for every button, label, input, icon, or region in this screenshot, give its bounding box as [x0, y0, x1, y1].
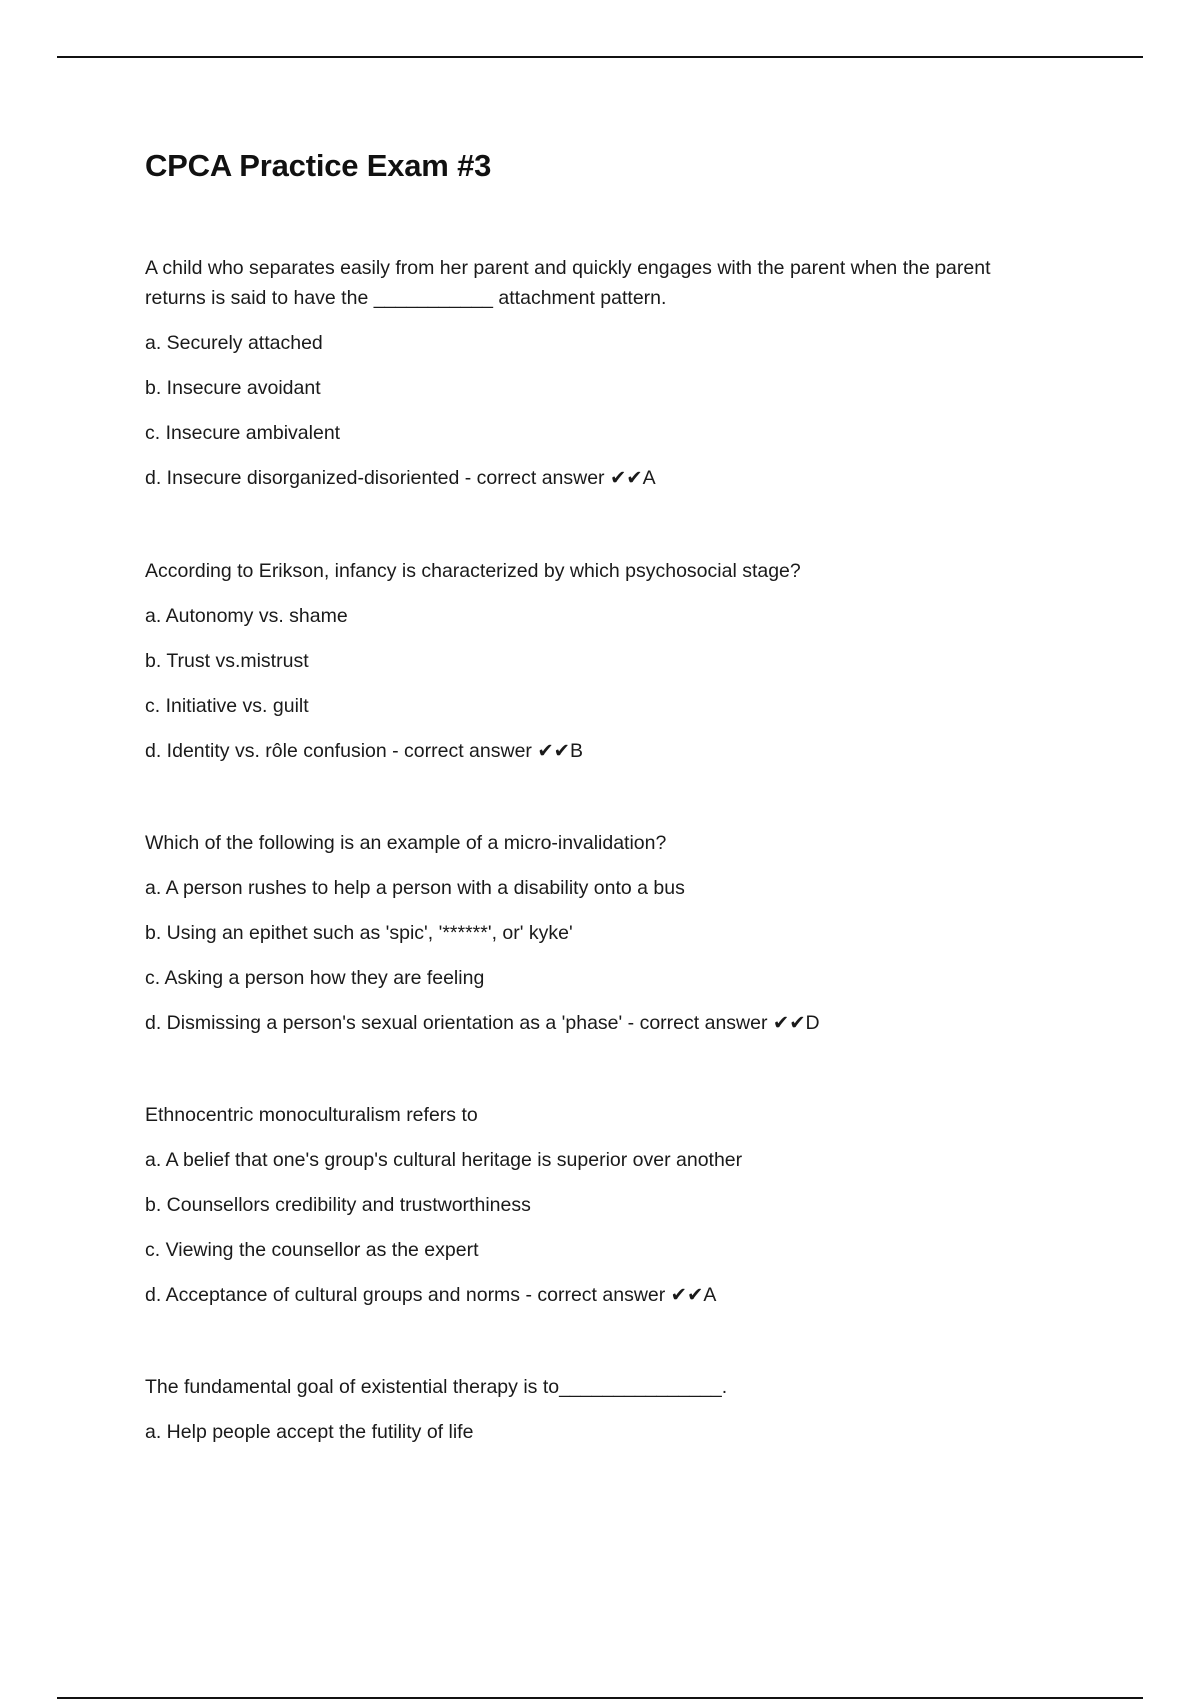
- document-title: CPCA Practice Exam #3: [145, 148, 492, 183]
- answer-option: c. Viewing the counsellor as the expert: [145, 1239, 479, 1261]
- question-block: [145, 556, 1045, 781]
- question-stem: Which of the following is an example of a micro-invalidation?: [145, 832, 667, 854]
- question-block: [145, 1372, 1045, 1462]
- question-block: [145, 253, 1045, 508]
- question-stem: According to Erikson, infancy is characterized by which psychosocial stage?: [145, 560, 801, 582]
- answer-option: c. Asking a person how they are feeling: [145, 967, 485, 989]
- answer-option: b. Counsellors credibility and trustworthiness: [145, 1194, 531, 1216]
- answer-option: b. Trust vs.mistrust: [145, 650, 309, 672]
- answer-option: a. A person rushes to help a person with a disability onto a bus: [145, 877, 685, 899]
- answer-option: d. Identity vs. rôle confusion - correct answer ✔✔B: [145, 740, 584, 762]
- answer-option: b. Using an epithet such as 'spic', '******', or' kyke': [145, 922, 573, 944]
- top-rule: [57, 56, 1143, 58]
- answer-option: a. A belief that one's group's cultural heritage is superior over another: [145, 1149, 743, 1171]
- question-stem: A child who separates easily from her parent and quickly engages with the parent when the parent returns is said to have the ___________ attachment pattern.: [145, 257, 991, 309]
- answer-option: c. Initiative vs. guilt: [145, 695, 309, 717]
- answer-option: a. Securely attached: [145, 332, 323, 354]
- question-stem: The fundamental goal of existential therapy is to_______________.: [145, 1376, 728, 1398]
- answer-option: c. Insecure ambivalent: [145, 422, 341, 444]
- question-block: [145, 828, 1045, 1053]
- question-stem: Ethnocentric monoculturalism refers to: [145, 1104, 478, 1126]
- answer-option: a. Help people accept the futility of life: [145, 1421, 474, 1443]
- answer-option: b. Insecure avoidant: [145, 377, 321, 399]
- bottom-rule: [57, 1697, 1143, 1699]
- answer-option: d. Insecure disorganized-disoriented - correct answer ✔✔A: [145, 467, 656, 489]
- answer-option: d. Acceptance of cultural groups and norms - correct answer ✔✔A: [145, 1284, 717, 1306]
- answer-option: d. Dismissing a person's sexual orientation as a 'phase' - correct answer ✔✔D: [145, 1012, 820, 1034]
- question-block: [145, 1100, 1045, 1325]
- answer-option: a. Autonomy vs. shame: [145, 605, 348, 627]
